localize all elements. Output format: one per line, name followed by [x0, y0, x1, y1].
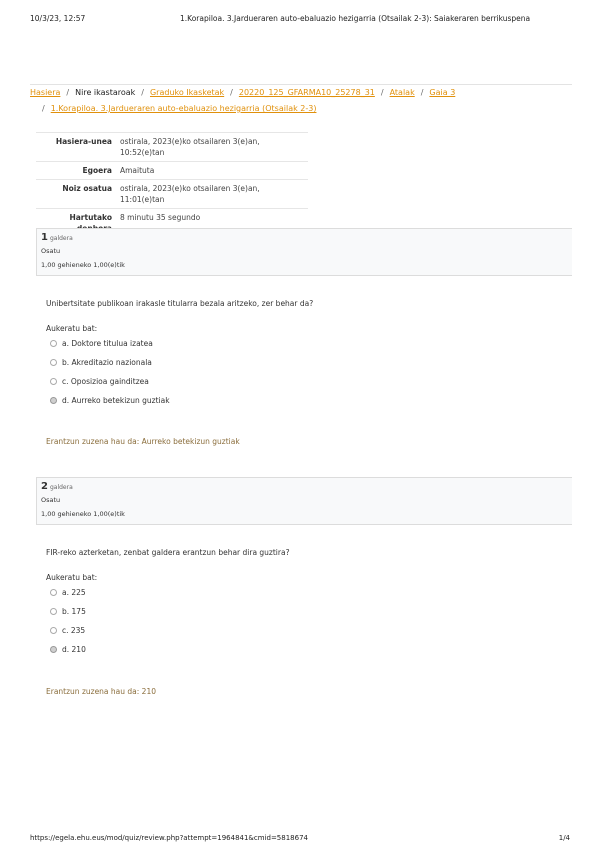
question-grade: 1,00 gehieneko 1,00(e)tik [41, 261, 125, 269]
answer-option[interactable]: d. Aurreko betekizun guztiak [50, 396, 170, 405]
question-text: Unibertsitate publikoan irakasle titularra bezala aritzeko, zer behar da? [46, 299, 314, 308]
radio-icon[interactable] [50, 359, 57, 366]
question-word: galdera [49, 235, 73, 242]
question-number: 1 [41, 232, 48, 243]
breadcrumb-course[interactable]: 20220_125_GFARMA10_25278_31 [238, 88, 375, 97]
breadcrumb-home[interactable]: Hasiera [30, 88, 61, 97]
breadcrumb: Hasiera / Nire ikastaroak / Graduko Ikasketak / 20220_125_GFARMA10_25278_31 / Atalak / Gaia 3 / 1.Korapiloa. 3.Jardueraren auto-ebaluazio hezigarria (Otsailak 2-3) [30, 84, 572, 117]
correct-answer-feedback: Erantzun zuzena hau da: Aurreko betekizun guztiak [46, 437, 240, 446]
answer-option[interactable]: b. Akreditazio nazionala [50, 358, 152, 367]
radio-checked-icon[interactable] [50, 397, 57, 404]
answer-option[interactable]: a. Doktore titulua izatea [50, 339, 153, 348]
breadcrumb-degree-studies[interactable]: Graduko Ikasketak [149, 88, 225, 97]
print-date: 10/3/23, 12:57 [30, 14, 86, 23]
summary-label: Egoera [36, 162, 116, 180]
question-text: FIR-reko azterketan, zenbat galdera erantzun behar dira guztira? [46, 548, 290, 557]
radio-checked-icon[interactable] [50, 646, 57, 653]
radio-icon[interactable] [50, 608, 57, 615]
summary-row-completed [36, 180, 308, 209]
answer-option[interactable]: b. 175 [50, 607, 86, 616]
question-number: 2 [41, 481, 48, 492]
radio-icon[interactable] [50, 378, 57, 385]
answer-prompt: Aukeratu bat: [46, 324, 98, 333]
print-title: 1.Korapiloa. 3.Jardueraren auto-ebaluazio hezigarria (Otsailak 2-3): Saiakeraren berrikuspena [180, 14, 531, 23]
summary-row-state [36, 162, 308, 180]
summary-label: Hartutako [36, 209, 116, 238]
question-grade: 1,00 gehieneko 1,00(e)tik [41, 510, 125, 518]
radio-icon[interactable] [50, 589, 57, 596]
summary-label: Noiz osatua [36, 180, 116, 209]
radio-icon[interactable] [50, 627, 57, 634]
breadcrumb-topic[interactable]: Gaia 3 [429, 88, 456, 97]
question-state: Osatu [41, 496, 61, 504]
answer-option[interactable]: d. 210 [50, 645, 86, 654]
radio-icon[interactable] [50, 340, 57, 347]
correct-answer-feedback: Erantzun zuzena hau da: 210 [46, 687, 156, 696]
question-info-box [36, 228, 572, 276]
summary-row-started [36, 133, 308, 162]
breadcrumb-my-courses: Nire ikastaroak [75, 88, 136, 97]
answer-prompt: Aukeratu bat: [46, 573, 98, 582]
breadcrumb-sections[interactable]: Atalak [389, 88, 415, 97]
summary-value: 8 minutu 35 segundo [116, 209, 308, 238]
summary-value: Amaituta [116, 162, 308, 180]
answer-option[interactable]: c. Oposizioa gainditzea [50, 377, 149, 386]
breadcrumb-quiz[interactable]: 1.Korapiloa. 3.Jardueraren auto-ebaluazio hezigarria (Otsailak 2-3) [50, 104, 317, 113]
summary-value: ostirala, 2023(e)ko otsailaren 3(e)an, 11:01(e)tan [116, 180, 308, 209]
question-word: galdera [49, 484, 73, 491]
summary-value: ostirala, 2023(e)ko otsailaren 3(e)an, 10:52(e)tan [116, 133, 308, 162]
print-url: https://egela.ehu.eus/mod/quiz/review.php?attempt=1964841&cmid=5818674 [30, 834, 308, 842]
answer-option[interactable]: a. 225 [50, 588, 86, 597]
question-info-box [36, 477, 572, 525]
answer-option[interactable]: c. 235 [50, 626, 85, 635]
page-number: 1/4 [558, 834, 570, 842]
question-state: Osatu [41, 247, 61, 255]
summary-label: Hasiera-unea [36, 133, 116, 162]
